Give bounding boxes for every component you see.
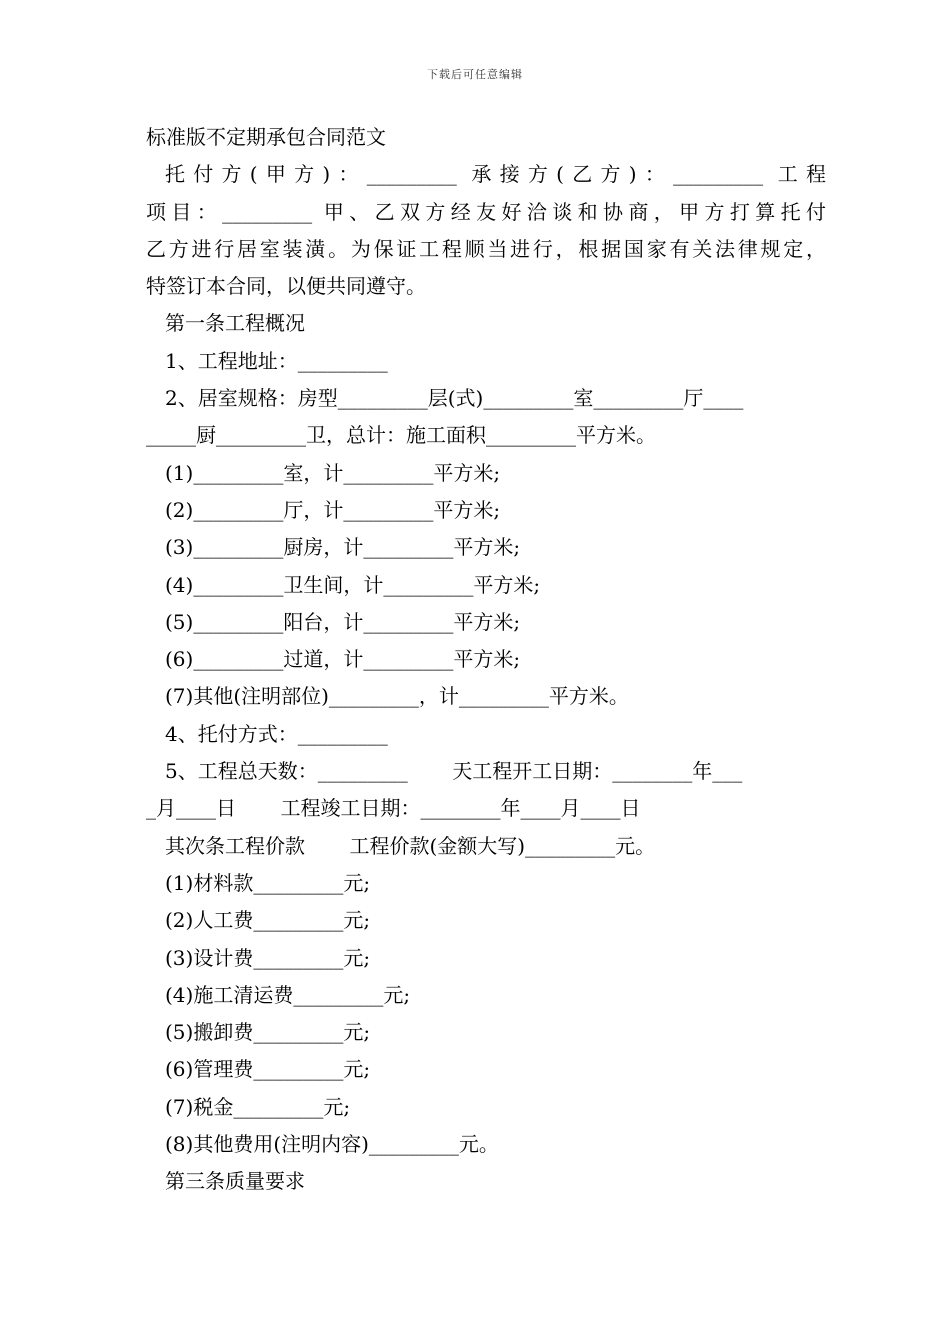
article-1-item-4: 4、托付方式：_________ [165, 721, 388, 746]
room-line: (7)其他(注明部位)_________，计_________平方米。 [165, 684, 629, 709]
article-2-heading: 其次条工程价款 工程价款(金额大写)_________元。 [165, 833, 656, 858]
room-line: (5)_________阳台，计_________平方米; [165, 609, 521, 634]
intro-line-2: 项目：_________ 甲、乙双方经友好洽谈和协商，甲方打算托付 [146, 199, 826, 224]
price-item: (7)税金_________元; [165, 1094, 351, 1119]
article-1-heading: 第一条工程概况 [165, 311, 305, 336]
intro-line-4: 特签订本合同，以便共同遵守。 [146, 274, 426, 299]
price-item: (4)施工清运费_________元; [165, 982, 411, 1007]
article-1-item-2-line-2: _____厨_________卫，总计：施工面积_________平方米。 [146, 423, 656, 448]
room-line: (4)_________卫生间，计_________平方米; [165, 572, 541, 597]
room-line: (3)_________厨房，计_________平方米; [165, 535, 521, 560]
article-3-heading: 第三条质量要求 [165, 1169, 305, 1194]
page-header-note: 下载后可任意编辑 [427, 68, 523, 81]
intro-line-1: 托付方(甲方)：_________ 承接方(乙方)：_________ 工程 [165, 162, 826, 187]
price-item: (1)材料款_________元; [165, 870, 371, 895]
price-item: (5)搬卸费_________元; [165, 1020, 371, 1045]
price-item: (6)管理费_________元; [165, 1057, 371, 1082]
contract-document [146, 119, 826, 1201]
intro-line-3: 乙方进行居室装潢。为保证工程顺当进行，根据国家有关法律规定， [146, 236, 826, 261]
room-line: (1)_________室，计_________平方米; [165, 460, 501, 485]
article-1-item-5-line-2: _月____日 工程竣工日期：________年____月____日 [146, 796, 641, 821]
article-1-item-5-line-1: 5、工程总天数：_________ 天工程开工日期：________年___ [165, 759, 743, 784]
price-item: (8)其他费用(注明内容)_________元。 [165, 1132, 499, 1157]
price-item: (3)设计费_________元; [165, 945, 371, 970]
room-line: (6)_________过道，计_________平方米; [165, 647, 521, 672]
price-item: (2)人工费_________元; [165, 908, 371, 933]
article-1-item-1: 1、工程地址：_________ [165, 348, 388, 373]
article-1-item-2-line-1: 2、居室规格：房型_________层(式)_________室_________厅____ [165, 386, 744, 411]
room-line: (2)_________厅，计_________平方米; [165, 497, 501, 522]
document-title: 标准版不定期承包合同范文 [146, 125, 386, 149]
